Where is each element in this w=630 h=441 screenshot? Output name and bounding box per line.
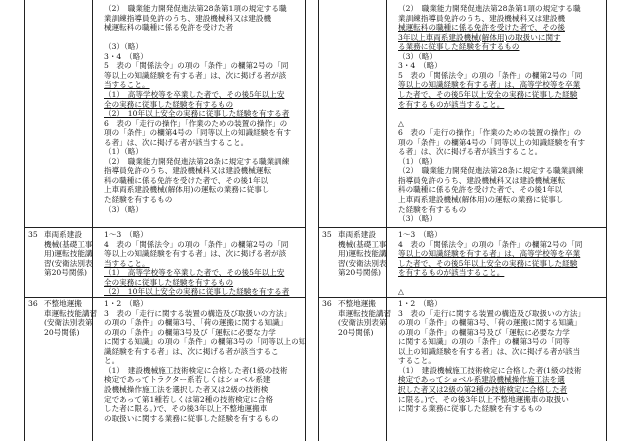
left-row35-line: 等以上の知識経験を有する者」は、次に掲げる者が該 [104, 249, 287, 259]
right-row35-number: 35 [322, 230, 332, 239]
left-top-line: 指導員免許のうち、建設機械科又は建設機械運転 [104, 166, 272, 176]
right-row36-number: 36 [322, 299, 332, 308]
right-row35-line: した者で、その後5年以上安全の実務に従事した経験 [398, 258, 578, 268]
left-row35-label: 第20号関係) [44, 268, 87, 278]
right-row35-line: 1～3 （略） [398, 230, 442, 239]
right-row35-line: 等以上の知識経験を有する者」は、高等学校等を卒業 [398, 249, 581, 259]
left-top-line: る者」は、次に掲げる者が該当すること。 [104, 137, 249, 147]
left-row35-label: 機械(基礎工事 [44, 239, 93, 249]
left-row35-line: 当すること。 [104, 258, 150, 268]
right-row36-line: すること。 [398, 356, 436, 366]
left-top-line: 5 表の「関係法令」の項の「条件」の欄第2号の「同 [104, 61, 289, 71]
right-row35-label: 用)運転技能講 [338, 249, 387, 259]
left-row36-label: 車運転技能講習 [44, 308, 98, 318]
left-row35-line: （1） 高等学校等を卒業した者で、その後5年以上安 [104, 268, 285, 278]
right-top-line: 項の「条件」の欄第4号の「同等以上の知識経験を有す [398, 137, 586, 147]
left-row35-label: 習(安衛法別表 [44, 258, 93, 268]
right-row36-line: の項の「条件」の欄第3号及び「運転に必要な力学 [398, 327, 570, 337]
right-top-line: 指導員免許のうち、建設機械科又は建設機械運転 [398, 175, 566, 185]
left-row36-line: 1・2 （略） [104, 299, 148, 308]
left-row36-number: 36 [28, 299, 38, 308]
left-row36-line: 定であって第1種若しくは第2種の技術検定に合格 [104, 394, 274, 404]
right-row35-top [318, 227, 606, 228]
right-top-line: （2） 職業能力開発促進法第28条に規定する職業訓練 [398, 166, 584, 176]
right-label-divider [386, 0, 387, 441]
right-row35-label: 機械(基礎工事 [338, 239, 387, 249]
left-row36-line: 3 表の「走行に関する装置の構造及び取扱いの方法」 [104, 308, 292, 318]
right-top-line: 3・4 （略） [398, 61, 442, 71]
left-outer-border [24, 0, 25, 441]
right-row35-label: 習(安衛法別表 [338, 258, 387, 268]
left-row36-line: に関する知識」の項の「条件」の欄第3号の「同等以上の知 [104, 337, 307, 347]
right-row35-label: 車両系建設 [338, 230, 376, 239]
left-row36-label: 不整地運搬 [44, 299, 82, 308]
left-row35-number: 35 [28, 230, 38, 239]
right-top-line: △ [398, 118, 404, 128]
right-row36-label: 不整地運搬 [338, 299, 376, 308]
left-top-line: 械運転科の職種に係る免許を受けた者 [104, 23, 234, 33]
right-top-line: （3）（略） [398, 214, 437, 224]
left-row35-label: 車両系建設 [44, 230, 82, 239]
left-top-line: 当すること。 [104, 80, 150, 90]
left-row35-line: 全の実務に従事した経験を有するもの [104, 277, 234, 287]
left-top-line: 業訓練指導員免許のうち、建設機械科又は建設機 [104, 13, 272, 23]
left-top-line: 科の職種に係る免許を受けた者で、その後1年以 [104, 175, 269, 185]
right-row36-line: 択した者又は2級の第2種の技術検定に合格した者 [398, 384, 568, 394]
left-row36-label: (安衛法別表第 [44, 318, 93, 328]
left-top-line: た経験を有するもの [104, 195, 173, 204]
right-inner-border [606, 0, 607, 441]
right-row36-line: に限る。)で、その後3年以上不整地運搬車の取扱い [398, 394, 569, 404]
left-row36-line: 検定であってトラクター系若しくはショベル系建 [104, 375, 271, 385]
right-top-line: （1）（略） [398, 156, 437, 166]
right-row35-label: 第20号関係) [338, 268, 381, 278]
right-top-line: 6 表の「走行の操作」「作業のための装置の操作」の [398, 128, 582, 138]
right-row36-label: (安衛法別表第 [338, 318, 387, 328]
left-row36-line: の項の「条件」の欄第3号及び「運転に必要な力学 [104, 327, 276, 337]
left-inner-border [305, 0, 306, 441]
right-top-line: た経験を有するもの [398, 204, 467, 214]
right-row36-label: 20号関係) [338, 327, 374, 337]
right-row36-line: 以上の知識経験を有する者」は、次に掲げる者が該当 [398, 346, 581, 356]
left-row35-line: 1～3 （略） [104, 230, 148, 239]
right-top-line: 3年以上車両系建設機械(解体用)の取扱いに関す [398, 32, 561, 42]
left-row35-line: （2） 10年以上安全の実務に従事した経験を有する者 [104, 287, 290, 297]
left-row36-line: （1） 建設機械施工技術検定に合格した者(1級の技術 [104, 365, 288, 375]
left-top-line: 上車両系建設機械(解体用)の運転の業務に従事し [104, 185, 270, 195]
right-row35-line: を有するものが該当すること。 [398, 268, 505, 278]
right-row36-label: 車運転技能講習 [338, 308, 392, 318]
left-row36-line: の項の「条件」の欄第3号、「荷の運搬に関する知識」 [104, 318, 288, 328]
right-top-line: を有するものが該当すること。 [398, 99, 505, 109]
left-top-line: 全の実務に従事した経験を有するもの [104, 99, 234, 109]
right-row36-line: に関する業務に従事した経験を有するもの [398, 404, 543, 414]
right-top-line: 上車両系建設機械(解体用)の運転の業務に従事し [398, 195, 564, 204]
right-top-line: る者」は、次に掲げる者が該当すること。 [398, 147, 543, 157]
left-row35-label: 用)運転技能講 [44, 249, 93, 259]
right-top-line: 等以上の知識経験を有する者」は、高等学校等を卒業 [398, 80, 581, 90]
right-top-line: 科の職種に係る免許を受けた者で、その後1年以 [398, 185, 563, 195]
left-row36-line: 識経験を有する者」は、次に掲げる者が該当するこ [104, 346, 279, 356]
right-row35-line: 4 表の「関係法令」の項の「条件」の欄第2号の「同 [398, 239, 583, 249]
left-row35-top [24, 227, 305, 228]
right-row36-line: 検定であってショベル系建設機械操作施工法を選 [398, 375, 565, 385]
left-top-line: （1）（略） [104, 147, 143, 157]
right-row36-line: の項の「条件」の欄第3号、「荷の運搬に関する知識」 [398, 318, 582, 328]
left-top-line: 等以上の知識経験を有する者」は、次に掲げる者が該 [104, 70, 287, 80]
right-row36-line: （1） 建設機械施工技術検定に合格した者(1級の技術 [398, 365, 582, 375]
right-row35-line: △ [398, 287, 404, 297]
left-top-line: （3）（略） [104, 42, 143, 52]
left-top-line: （2） 10年以上安全の実務に従事した経験を有する者 [104, 109, 290, 119]
left-row36-line: 設機械操作施工法を選択した者又は2級の技術検 [104, 384, 269, 394]
right-top-line: る業務に従事した経験を有するもの [398, 42, 520, 52]
left-row36-label: 20号関係) [44, 327, 80, 337]
left-row36-line: した者に限る。)で、その後3年以上不整地運搬車 [104, 404, 268, 414]
right-top-line: 5 表の「関係法令」の項の「条件」の欄第2号の「同 [398, 70, 583, 80]
right-row36-top [318, 297, 606, 298]
right-top-line: した者で、その後5年以上安全の実務に従事した経験 [398, 89, 578, 99]
left-top-line: 項の「条件」の欄第4号の「同等以上の知識経験を有す [104, 128, 292, 138]
left-top-line: （1） 高等学校等を卒業した者で、その後5年以上安 [104, 89, 285, 99]
right-top-line: （3）（略） [398, 51, 437, 61]
right-top-line: 械運転科の職種に係る免許を受けた者で、その後 [398, 23, 565, 33]
right-outer-border [318, 0, 319, 441]
right-row36-line: 3 表の「走行に関する装置の構造及び取扱いの方法」 [398, 308, 586, 318]
left-row35-line: 4 表の「関係法令」の項の「条件」の欄第2号の「同 [104, 239, 289, 249]
right-row36-line: 1・2 （略） [398, 299, 442, 308]
left-top-line: （2） 職業能力開発促進法第28条第1項の規定する職 [104, 4, 287, 13]
left-top-line: 6 表の「走行の操作」「作業のための装置の操作」の [104, 118, 288, 128]
right-top-line: 業訓練指導員免許のうち、建設機械科又は建設機 [398, 13, 566, 23]
left-top-line: （2） 職業能力開発促進法第28条に規定する職業訓練 [104, 156, 290, 166]
right-row36-line: に関する知識」の項の「条件」の欄第3号の「同等 [398, 337, 570, 347]
left-label-divider [92, 0, 93, 441]
left-row36-line: と。 [104, 356, 120, 366]
left-row36-line: の取扱いに関する業務に従事した経験を有するもの [104, 413, 279, 423]
left-top-line: 3・4 （略） [104, 51, 148, 61]
right-top-line: （2） 職業能力開発促進法第28条第1項の規定する職 [398, 4, 581, 13]
left-top-line: （3）（略） [104, 204, 143, 214]
